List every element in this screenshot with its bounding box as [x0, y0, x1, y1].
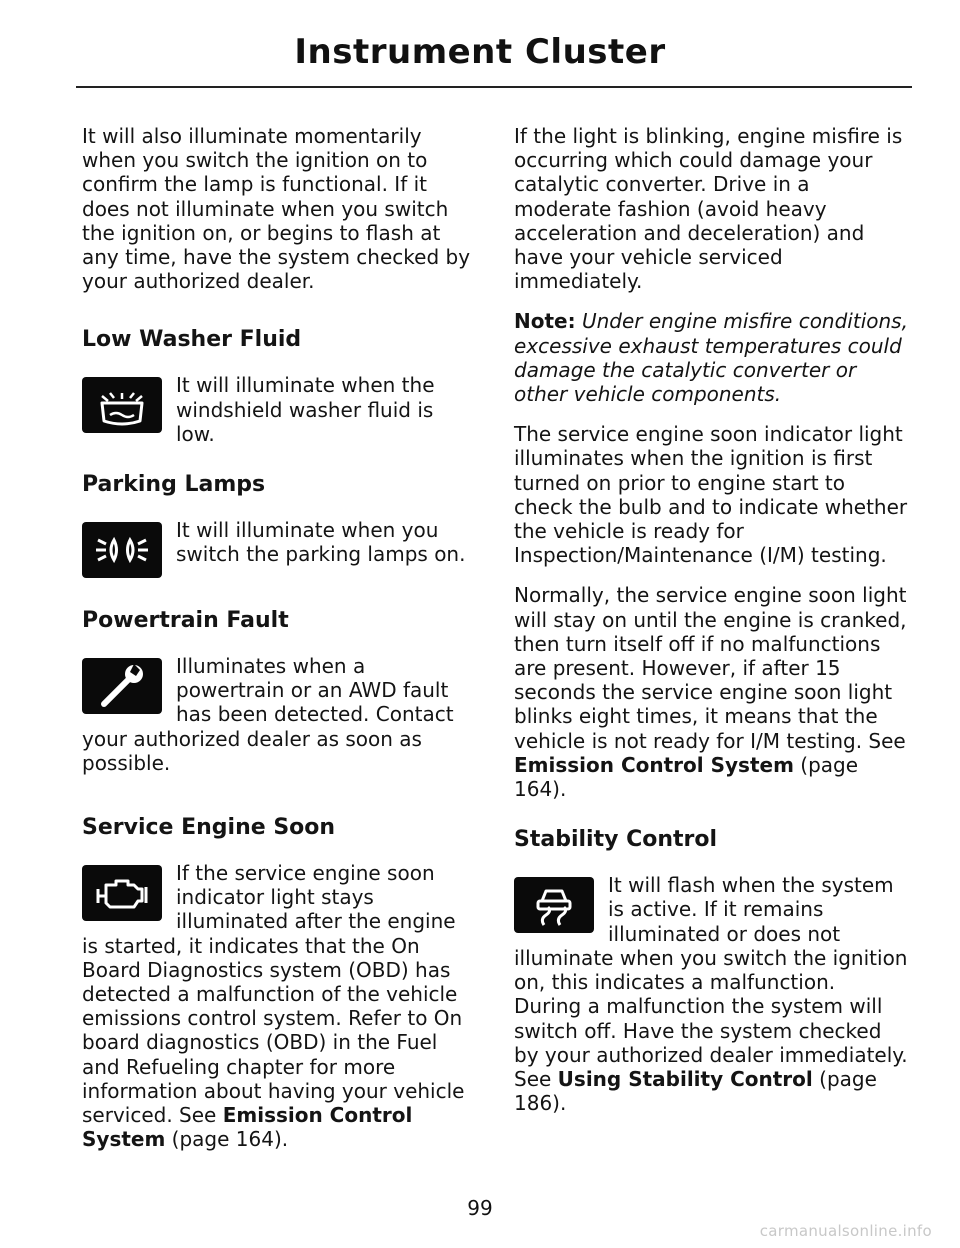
service-engine-soon-text: If the service engine soon indicator light stays illuminated after the engine is started, it indicates that the On Board Diagnostics system (OBD) has detected a malfunction of the vehicle emissions control system. Refer to On board diagnostics (OBD) in the Fuel and Refueling chapter for more information about having your vehicle serviced. See — [82, 861, 465, 1128]
powertrain-fault-text: Illuminates when a powertrain or an AWD fault has been detected. Contact your authorized dealer as soon as possible. — [82, 654, 454, 775]
misfire-paragraph: If the light is blinking, engine misfire is occurring which could damage your catalytic converter. Drive in a moderate fashion (avoid heavy acceleration and deceleration) and have your vehicle serviced immediately. — [514, 124, 903, 294]
note-text: Under engine misfire conditions, excessive exhaust temperatures could damage the catalytic converter or other vehicle components. — [514, 309, 908, 407]
washer-fluid-icon — [82, 377, 162, 433]
service-engine-soon-section — [82, 861, 476, 1151]
stability-control-heading: Stability Control — [514, 827, 718, 853]
service-engine-page-ref: (page 164). — [165, 1127, 289, 1152]
low-washer-fluid-heading: Low Washer Fluid — [82, 327, 302, 353]
emission-control-link[interactable]: Emission Control System — [82, 1103, 413, 1152]
parking-lamps-icon — [82, 522, 162, 578]
normally-text: Normally, the service engine soon light will stay on until the engine is cranked, then turn itself off if no malfunctions are present. However, if after 15 seconds the service engine soon light blinks eight times, it means that the vehicle is not ready for I/M testing. See — [514, 583, 907, 753]
stability-page-ref: (page 186). — [514, 1066, 877, 1116]
parking-lamps-heading: Parking Lamps — [82, 472, 266, 498]
watermark: carmanualsonline.info — [759, 1222, 932, 1240]
header-divider — [76, 86, 912, 88]
emission-control-link-right[interactable]: Emission Control System — [514, 752, 794, 777]
stability-control-text: It will flash when the system is active. If it remains illuminated or does not illuminate when you switch the ignition on, this indicates a malfunction. During a malfunction the system will switch off. Have the system checked by your authorized dealer immediately. See — [514, 873, 908, 1091]
engine-icon — [82, 865, 162, 921]
stability-control-section — [514, 873, 908, 1115]
low-washer-fluid-section — [82, 373, 476, 446]
left-column — [82, 124, 476, 1151]
normally-paragraph — [514, 583, 908, 801]
page-number: 99 — [467, 1196, 493, 1220]
note-label: Note: — [514, 309, 576, 334]
wrench-icon — [82, 658, 162, 714]
using-stability-control-link[interactable]: Using Stability Control — [557, 1066, 813, 1091]
parking-lamps-text: It will illuminate when you switch the parking lamps on. — [176, 518, 466, 567]
low-washer-fluid-text: It will illuminate when the windshield washer fluid is low. — [176, 373, 435, 446]
stability-control-icon — [514, 877, 594, 933]
powertrain-fault-section — [82, 654, 476, 775]
note-paragraph — [514, 309, 908, 406]
indicator-paragraph: The service engine soon indicator light illuminates when the ignition is first turned on prior to engine start to check the bulb and to indicate whether the vehicle is ready for Inspection/Maintenance (I/M) testing. — [514, 422, 908, 568]
powertrain-fault-heading: Powertrain Fault — [82, 608, 289, 634]
service-engine-soon-heading: Service Engine Soon — [82, 815, 336, 841]
right-column — [514, 124, 908, 1115]
normally-page-ref: (page 164). — [514, 752, 859, 802]
parking-lamps-section — [82, 518, 476, 582]
page-title: Instrument Cluster — [294, 32, 666, 72]
intro-paragraph: It will also illuminate momentarily when you switch the ignition on to confirm the lamp is functional. If it does not illuminate when you switch the ignition on, or begins to flash at any time, have the system checked by your authorized dealer. — [82, 124, 471, 294]
